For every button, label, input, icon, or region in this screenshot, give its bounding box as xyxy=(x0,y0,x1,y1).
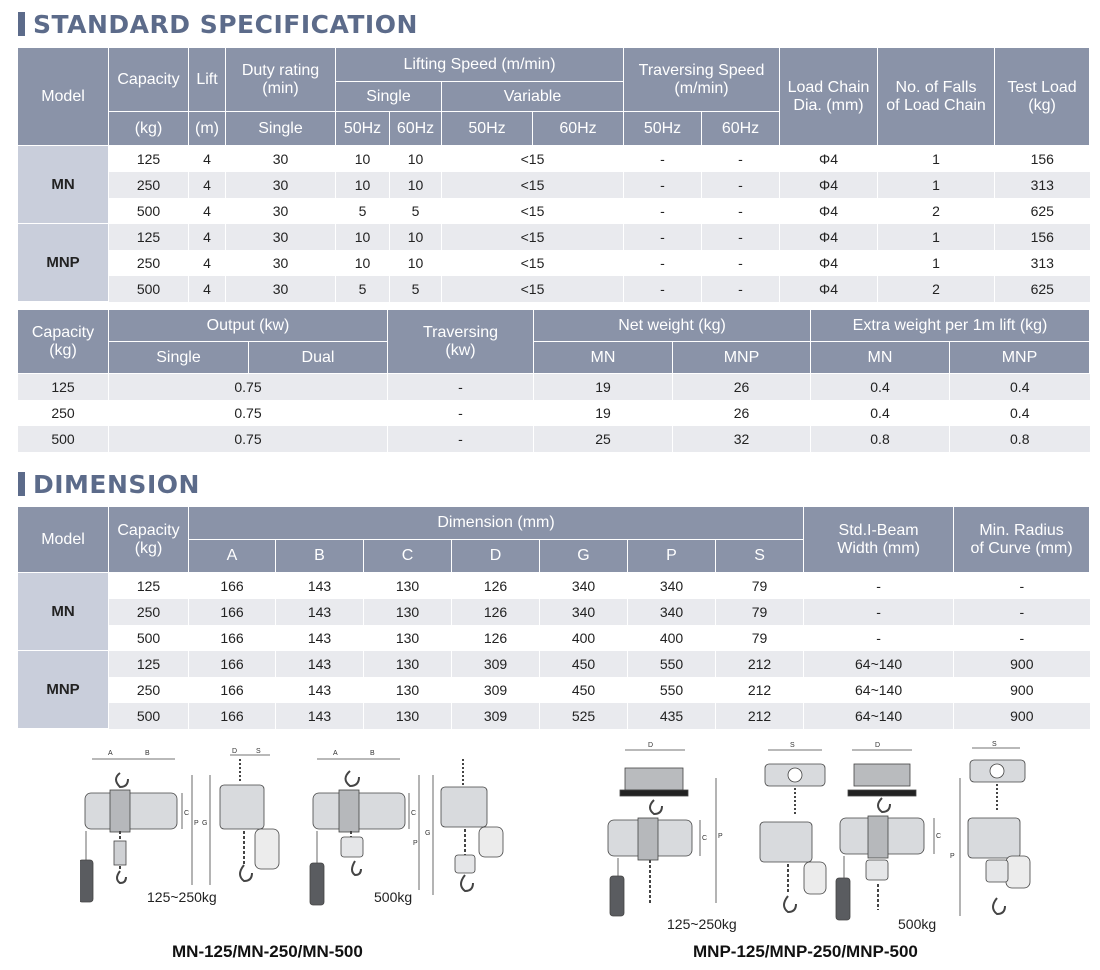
cell-test-load: 313 xyxy=(995,172,1090,198)
model-cell: MNP xyxy=(18,224,109,302)
dim-label-d: D xyxy=(648,742,654,749)
cell-beam-width: 64~140 xyxy=(804,651,954,677)
output-table xyxy=(17,309,1090,452)
dim-label-a: A xyxy=(108,750,113,757)
model-cell: MN xyxy=(18,146,109,224)
cell-traverse-50: - xyxy=(624,276,702,302)
table-row xyxy=(18,224,1090,250)
spec-table xyxy=(17,47,1090,302)
cell-single-60: 10 xyxy=(390,224,442,250)
cell-single-50: 10 xyxy=(336,146,390,172)
dim-label-g: G xyxy=(425,830,431,837)
cell-duty: 30 xyxy=(226,198,336,224)
cell-traversing: - xyxy=(388,374,534,400)
th-output-single: Single xyxy=(109,342,249,374)
th-output: Output (kw) xyxy=(109,310,388,342)
th-capacity xyxy=(109,48,189,112)
th-radius xyxy=(954,507,1090,573)
mnp-small-diagram xyxy=(600,738,840,918)
cell-falls: 1 xyxy=(878,172,995,198)
cell-single-50: 10 xyxy=(336,250,390,276)
cell-falls: 1 xyxy=(878,224,995,250)
dim-label-p: P xyxy=(950,853,955,860)
cell-single-60: 5 xyxy=(390,198,442,224)
table-row xyxy=(18,400,1090,426)
cell-capacity: 250 xyxy=(109,250,189,276)
cell-traversing: - xyxy=(388,400,534,426)
th-capacity-label: Capacity xyxy=(117,70,180,88)
cell-g: 525 xyxy=(540,703,628,729)
dim-label-d: D xyxy=(875,742,881,749)
cell-d: 126 xyxy=(452,599,540,625)
cell-variable: <15 xyxy=(442,146,624,172)
th-lift-unit: (m) xyxy=(189,112,226,146)
cell-falls: 1 xyxy=(878,250,995,276)
section-title-standard-specification xyxy=(18,7,418,41)
mn-diagram-title: MN-125/MN-250/MN-500 xyxy=(172,942,363,961)
cell-capacity: 500 xyxy=(109,625,189,651)
table-row xyxy=(18,172,1090,198)
th-chain-dia-unit: Dia. (mm) xyxy=(793,96,864,114)
th-traversing-speed xyxy=(624,48,780,112)
cell-lift: 4 xyxy=(189,172,226,198)
dim-label-s: S xyxy=(256,748,261,755)
th-dim-d: D xyxy=(452,540,540,573)
cell-a: 166 xyxy=(189,677,276,703)
cell-net-mnp: 32 xyxy=(673,426,811,452)
table-row xyxy=(18,677,1090,703)
th-net-mn: MN xyxy=(534,342,673,374)
cell-d: 126 xyxy=(452,625,540,651)
cell-duty: 30 xyxy=(226,224,336,250)
cell-a: 166 xyxy=(189,599,276,625)
cell-test-load: 313 xyxy=(995,250,1090,276)
th-test-unit: (kg) xyxy=(1028,96,1056,114)
cell-extra-mnp: 0.8 xyxy=(950,426,1090,452)
cell-traverse-60: - xyxy=(702,250,780,276)
cell-g: 450 xyxy=(540,677,628,703)
th-test-load xyxy=(995,48,1090,146)
cell-output: 0.75 xyxy=(109,400,388,426)
cell-test-load: 625 xyxy=(995,276,1090,302)
cell-capacity: 500 xyxy=(109,276,189,302)
cell-traverse-50: - xyxy=(624,224,702,250)
cell-capacity: 125 xyxy=(109,146,189,172)
cell-lift: 4 xyxy=(189,276,226,302)
cell-extra-mn: 0.8 xyxy=(811,426,950,452)
cell-p: 435 xyxy=(628,703,716,729)
th-test-label: Test Load xyxy=(1007,78,1077,96)
cell-chain-dia: Φ4 xyxy=(780,224,878,250)
cell-c: 130 xyxy=(364,651,452,677)
cell-min-radius: 900 xyxy=(954,677,1090,703)
cell-chain-dia: Φ4 xyxy=(780,146,878,172)
table-row xyxy=(18,625,1090,651)
cell-variable: <15 xyxy=(442,276,624,302)
th-lifting-speed: Lifting Speed (m/min) xyxy=(336,48,624,82)
th-traversing-kw-unit: (kw) xyxy=(445,341,476,359)
cell-duty: 30 xyxy=(226,276,336,302)
cell-output: 0.75 xyxy=(109,426,388,452)
th-extra-mnp: MNP xyxy=(950,342,1090,374)
cell-single-50: 5 xyxy=(336,276,390,302)
cell-g: 450 xyxy=(540,651,628,677)
th-capacity-unit: (kg) xyxy=(109,112,189,146)
th-traverse-60hz: 60Hz xyxy=(702,112,780,146)
model-cell: MNP xyxy=(18,651,109,729)
cell-beam-width: - xyxy=(804,573,954,599)
cell-capacity: 250 xyxy=(18,400,109,426)
dim-label-p: P xyxy=(194,820,199,827)
th-duty-unit: (min) xyxy=(262,79,299,97)
th-dim-b: B xyxy=(276,540,364,573)
cell-extra-mn: 0.4 xyxy=(811,400,950,426)
cell-lift: 4 xyxy=(189,198,226,224)
cell-beam-width: 64~140 xyxy=(804,703,954,729)
cell-p: 340 xyxy=(628,599,716,625)
table-row xyxy=(18,573,1090,599)
cell-min-radius: 900 xyxy=(954,703,1090,729)
th-dim-capacity xyxy=(109,507,189,573)
cell-capacity: 125 xyxy=(109,224,189,250)
th-dim-capacity-unit: (kg) xyxy=(134,539,163,557)
cell-g: 340 xyxy=(540,573,628,599)
cell-g: 400 xyxy=(540,625,628,651)
cell-net-mnp: 26 xyxy=(673,400,811,426)
cell-capacity: 250 xyxy=(109,677,189,703)
dim-label-p: P xyxy=(413,840,418,847)
table-row xyxy=(18,703,1090,729)
cell-net-mn: 19 xyxy=(534,400,673,426)
cell-s: 79 xyxy=(716,573,804,599)
th-net-mnp: MNP xyxy=(673,342,811,374)
cell-traverse-60: - xyxy=(702,146,780,172)
dim-label-b: B xyxy=(145,750,150,757)
th-falls-label2: of Load Chain xyxy=(886,96,986,114)
th-single-50hz: 50Hz xyxy=(336,112,390,146)
th-extra-weight: Extra weight per 1m lift (kg) xyxy=(811,310,1090,342)
dim-label-a: A xyxy=(333,750,338,757)
cell-s: 79 xyxy=(716,599,804,625)
cell-net-mnp: 26 xyxy=(673,374,811,400)
dim-label-s: S xyxy=(992,741,997,748)
cell-b: 143 xyxy=(276,677,364,703)
cell-single-50: 5 xyxy=(336,198,390,224)
th-dim-model: Model xyxy=(18,507,109,573)
cell-b: 143 xyxy=(276,625,364,651)
dim-label-s: S xyxy=(790,742,795,749)
cell-traverse-60: - xyxy=(702,224,780,250)
cell-capacity: 125 xyxy=(109,573,189,599)
cell-traversing: - xyxy=(388,426,534,452)
cell-traverse-60: - xyxy=(702,172,780,198)
cell-variable: <15 xyxy=(442,224,624,250)
cell-output: 0.75 xyxy=(109,374,388,400)
cell-b: 143 xyxy=(276,573,364,599)
cell-a: 166 xyxy=(189,625,276,651)
cell-c: 130 xyxy=(364,703,452,729)
cell-duty: 30 xyxy=(226,172,336,198)
th-lift-single: Single xyxy=(336,82,442,112)
section-title-text: DIMENSION xyxy=(33,469,200,499)
cell-falls: 1 xyxy=(878,146,995,172)
cell-a: 166 xyxy=(189,573,276,599)
th-traverse-50hz: 50Hz xyxy=(624,112,702,146)
cell-c: 130 xyxy=(364,573,452,599)
table-row xyxy=(18,276,1090,302)
th-lift-label: Lift xyxy=(196,70,218,88)
cell-d: 126 xyxy=(452,573,540,599)
cell-duty: 30 xyxy=(226,250,336,276)
dim-label-b: B xyxy=(370,750,375,757)
cell-capacity: 500 xyxy=(109,703,189,729)
th-dim-capacity-label: Capacity xyxy=(117,521,180,539)
cell-capacity: 125 xyxy=(18,374,109,400)
cell-a: 166 xyxy=(189,651,276,677)
cell-s: 212 xyxy=(716,677,804,703)
mn-large-caption: 500kg xyxy=(374,889,413,905)
cell-traverse-50: - xyxy=(624,250,702,276)
cell-net-mn: 19 xyxy=(534,374,673,400)
th-traversing-label: Traversing Speed xyxy=(638,61,765,79)
table-row xyxy=(18,198,1090,224)
th-chain-dia-label: Load Chain xyxy=(787,78,870,96)
cell-g: 340 xyxy=(540,599,628,625)
cell-single-60: 10 xyxy=(390,146,442,172)
cell-single-50: 10 xyxy=(336,172,390,198)
table-row xyxy=(18,374,1090,400)
mnp-small-caption: 125~250kg xyxy=(667,916,737,932)
section-title-text: STANDARD SPECIFICATION xyxy=(33,9,418,39)
th-falls xyxy=(878,48,995,146)
cell-chain-dia: Φ4 xyxy=(780,276,878,302)
th-radius-label: Min. Radius xyxy=(979,521,1064,539)
cell-capacity: 250 xyxy=(109,599,189,625)
cell-c: 130 xyxy=(364,677,452,703)
section-title-bar xyxy=(18,472,25,496)
table-row xyxy=(18,651,1090,677)
cell-c: 130 xyxy=(364,625,452,651)
cell-single-60: 10 xyxy=(390,250,442,276)
dim-label-c: C xyxy=(184,810,190,817)
mnp-diagram-title: MNP-125/MNP-250/MNP-500 xyxy=(693,942,918,961)
cell-variable: <15 xyxy=(442,250,624,276)
cell-p: 400 xyxy=(628,625,716,651)
cell-b: 143 xyxy=(276,599,364,625)
mnp-large-diagram xyxy=(830,738,1040,923)
mn-small-caption: 125~250kg xyxy=(147,889,217,905)
cell-test-load: 156 xyxy=(995,224,1090,250)
model-cell: MN xyxy=(18,573,109,651)
cell-falls: 2 xyxy=(878,198,995,224)
cell-chain-dia: Φ4 xyxy=(780,250,878,276)
cell-d: 309 xyxy=(452,651,540,677)
th-duty xyxy=(226,48,336,112)
th-lift-variable: Variable xyxy=(442,82,624,112)
cell-min-radius: 900 xyxy=(954,651,1090,677)
cell-variable: <15 xyxy=(442,172,624,198)
dim-label-g: G xyxy=(202,820,208,827)
cell-falls: 2 xyxy=(878,276,995,302)
cell-d: 309 xyxy=(452,677,540,703)
cell-lift: 4 xyxy=(189,224,226,250)
th-dim-a: A xyxy=(189,540,276,573)
th-duty-single: Single xyxy=(226,112,336,146)
cell-min-radius: - xyxy=(954,625,1090,651)
th-beam-label: Std.I-Beam xyxy=(838,521,919,539)
cell-beam-width: - xyxy=(804,625,954,651)
cell-capacity: 250 xyxy=(109,172,189,198)
cell-s: 212 xyxy=(716,651,804,677)
th-traversing xyxy=(388,310,534,374)
cell-lift: 4 xyxy=(189,250,226,276)
cell-single-60: 10 xyxy=(390,172,442,198)
table-row xyxy=(18,426,1090,452)
cell-variable: <15 xyxy=(442,198,624,224)
th-chain-dia xyxy=(780,48,878,146)
cell-b: 143 xyxy=(276,651,364,677)
cell-beam-width: - xyxy=(804,599,954,625)
dim-label-d: D xyxy=(232,748,238,755)
th-extra-mn: MN xyxy=(811,342,950,374)
cell-p: 550 xyxy=(628,677,716,703)
cell-p: 340 xyxy=(628,573,716,599)
th-output-dual: Dual xyxy=(249,342,388,374)
cell-capacity: 500 xyxy=(18,426,109,452)
table-row xyxy=(18,599,1090,625)
cell-traverse-50: - xyxy=(624,146,702,172)
cell-lift: 4 xyxy=(189,146,226,172)
cell-capacity: 125 xyxy=(109,651,189,677)
mn-large-side-diagram xyxy=(425,755,515,905)
cell-b: 143 xyxy=(276,703,364,729)
cell-duty: 30 xyxy=(226,146,336,172)
section-title-bar xyxy=(18,12,25,36)
cell-d: 309 xyxy=(452,703,540,729)
cell-min-radius: - xyxy=(954,573,1090,599)
th-out-capacity xyxy=(18,310,109,374)
cell-single-50: 10 xyxy=(336,224,390,250)
cell-chain-dia: Φ4 xyxy=(780,198,878,224)
dim-label-c: C xyxy=(936,833,942,840)
table-row xyxy=(18,146,1090,172)
th-falls-label: No. of Falls xyxy=(895,78,977,96)
cell-traverse-60: - xyxy=(702,276,780,302)
cell-traverse-60: - xyxy=(702,198,780,224)
th-single-60hz: 60Hz xyxy=(390,112,442,146)
cell-capacity: 500 xyxy=(109,198,189,224)
table-row xyxy=(18,250,1090,276)
cell-test-load: 625 xyxy=(995,198,1090,224)
th-net-weight: Net weight (kg) xyxy=(534,310,811,342)
th-out-capacity-unit: (kg) xyxy=(49,341,77,359)
th-out-capacity-label: Capacity xyxy=(31,323,95,341)
cell-p: 550 xyxy=(628,651,716,677)
th-dim-p: P xyxy=(628,540,716,573)
cell-extra-mnp: 0.4 xyxy=(950,400,1090,426)
th-dimension: Dimension (mm) xyxy=(189,507,804,540)
cell-s: 79 xyxy=(716,625,804,651)
dim-label-p: P xyxy=(718,833,723,840)
cell-single-60: 5 xyxy=(390,276,442,302)
th-beam-unit: Width (mm) xyxy=(837,539,920,557)
cell-chain-dia: Φ4 xyxy=(780,172,878,198)
mn-large-front-diagram xyxy=(305,745,425,910)
th-dim-s: S xyxy=(716,540,804,573)
th-lift xyxy=(189,48,226,112)
cell-s: 212 xyxy=(716,703,804,729)
th-radius-unit: of Curve (mm) xyxy=(970,539,1073,557)
th-model: Model xyxy=(18,48,109,146)
th-duty-label: Duty rating xyxy=(241,61,320,79)
dimension-table xyxy=(17,506,1090,729)
mn-small-side-diagram xyxy=(200,745,290,910)
dim-label-c: C xyxy=(702,835,708,842)
cell-min-radius: - xyxy=(954,599,1090,625)
mnp-large-caption: 500kg xyxy=(898,916,937,932)
cell-a: 166 xyxy=(189,703,276,729)
cell-extra-mnp: 0.4 xyxy=(950,374,1090,400)
cell-beam-width: 64~140 xyxy=(804,677,954,703)
dim-label-c: C xyxy=(411,810,417,817)
th-beam xyxy=(804,507,954,573)
section-title-dimension xyxy=(18,467,200,501)
cell-c: 130 xyxy=(364,599,452,625)
th-variable-60hz: 60Hz xyxy=(533,112,624,146)
th-dim-c: C xyxy=(364,540,452,573)
th-traversing-unit: (m/min) xyxy=(674,79,729,97)
cell-test-load: 156 xyxy=(995,146,1090,172)
cell-extra-mn: 0.4 xyxy=(811,374,950,400)
cell-net-mn: 25 xyxy=(534,426,673,452)
th-traversing-kw-label: Traversing xyxy=(423,323,498,341)
cell-traverse-50: - xyxy=(624,198,702,224)
th-variable-50hz: 50Hz xyxy=(442,112,533,146)
cell-traverse-50: - xyxy=(624,172,702,198)
th-dim-g: G xyxy=(540,540,628,573)
